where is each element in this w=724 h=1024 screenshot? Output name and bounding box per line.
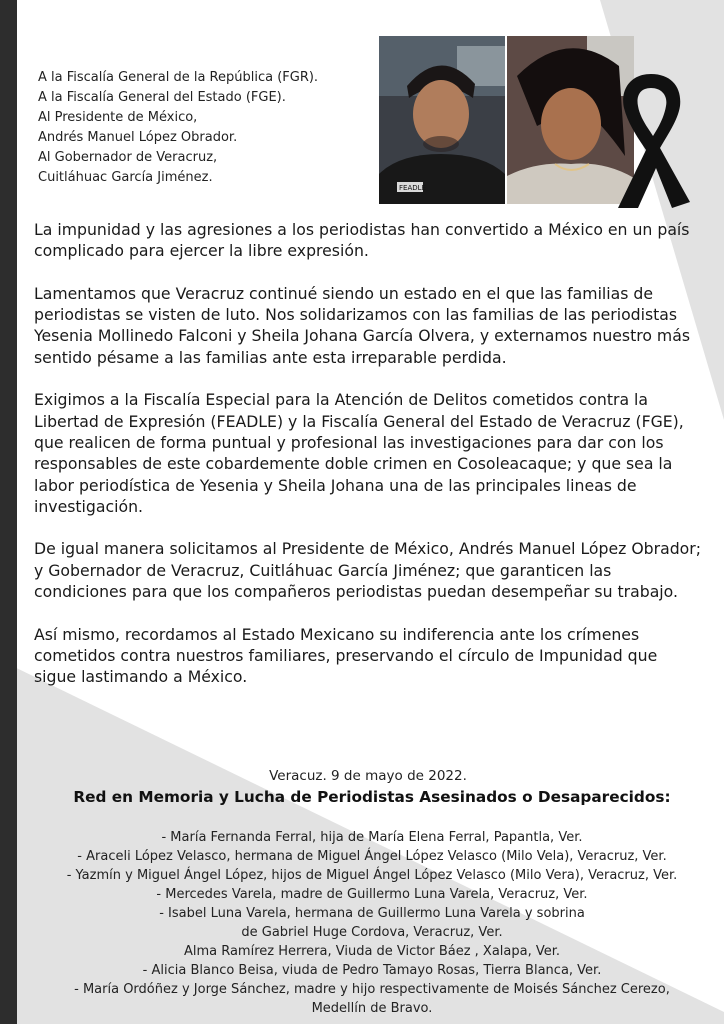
- signer-line: Alma Ramírez Herrera, Viuda de Victor Báez , Xalapa, Ver.: [183, 944, 561, 959]
- signer-line: - Isabel Luna Varela, hermana de Guillermo Luna Varela y sobrina: [159, 906, 585, 921]
- addressee-line: Cuitláhuac García Jiménez.: [38, 170, 213, 185]
- letter-body: [34, 219, 704, 709]
- addressee-line: A la Fiscalía General del Estado (FGE).: [38, 90, 286, 105]
- addressee-line: Al Gobernador de Veracruz,: [38, 150, 218, 165]
- addressee-block: [38, 68, 318, 188]
- mourning-ribbon-icon: [610, 68, 692, 214]
- signer-line: de Gabriel Huge Cordova, Veracruz, Ver.: [241, 925, 503, 940]
- journalist-photo-yesenia: [379, 36, 505, 204]
- signer-line: Medellín de Bravo.: [311, 1001, 433, 1016]
- body-paragraph: La impunidad y las agresiones a los periodistas han convertido a México en un país complicado para ejercer la libre expresión.: [34, 220, 690, 261]
- signer-line: - María Fernanda Ferral, hija de María Elena Ferral, Papantla, Ver.: [161, 830, 583, 845]
- signer-line: - María Ordóñez y Jorge Sánchez, madre y hijo respectivamente de Moisés Sánchez Cerezo,: [74, 982, 670, 997]
- body-paragraph: Exigimos a la Fiscalía Especial para la Atención de Delitos cometidos contra la Libertad de Expresión (FEADLE) y la Fiscalía General del Estado de Veracruz (FGE), que realicen de forma puntual y profesional las investigaciones para dar con los responsables de este cobardemente doble crimen en Cosoleacaque; y que sea la labor periodística de Yesenia y Sheila Johana una de las principales lineas de investigación.: [34, 390, 684, 516]
- shirt-logo-text: FEADLE: [399, 184, 426, 192]
- signer-line: - Yazmín y Miguel Ángel López, hijos de Miguel Ángel López Velasco (Milo Vera), Veracruz, Ver.: [66, 868, 678, 883]
- body-paragraph: Lamentamos que Veracruz continué siendo un estado en el que las familias de periodistas se visten de luto. Nos solidarizamos con las familias de las periodistas Yesenia Mollinedo Falconi y Sheila Johana García Olvera, y externamos nuestro más sentido pésame a las familias ante esta irreparable perdida.: [34, 283, 690, 367]
- place-and-date: Veracuz. 9 de mayo de 2022.: [269, 768, 467, 784]
- signer-list: [20, 828, 724, 1018]
- signer-line: - Alicia Blanco Beisa, viuda de Pedro Tamayo Rosas, Tierra Blanca, Ver.: [142, 963, 602, 978]
- addressee-line: A la Fiscalía General de la República (FGR).: [38, 70, 319, 85]
- organization-title: Red en Memoria y Lucha de Periodistas Asesinados o Desaparecidos:: [73, 788, 671, 806]
- body-paragraph: Así mismo, recordamos al Estado Mexicano su indiferencia ante los crímenes cometidos contra nuestros familiares, preservando el círculo de Impunidad que sigue lastimando a México.: [34, 624, 658, 687]
- addressee-line: Al Presidente de México,: [38, 110, 198, 125]
- body-paragraph: De igual manera solicitamos al Presidente de México, Andrés Manuel López Obrador; y Gobernador de Veracruz, Cuitláhuac García Jiménez; que garanticen las condiciones para que los compañeros periodistas puedan desempeñar su trabajo.: [34, 539, 701, 602]
- signer-line: - Araceli López Velasco, hermana de Miguel Ángel López Velasco (Milo Vela), Veracruz, Ver.: [77, 849, 667, 864]
- signer-line: - Mercedes Varela, madre de Guillermo Luna Varela, Veracruz, Ver.: [156, 887, 588, 902]
- addressee-line: Andrés Manuel López Obrador.: [38, 130, 238, 145]
